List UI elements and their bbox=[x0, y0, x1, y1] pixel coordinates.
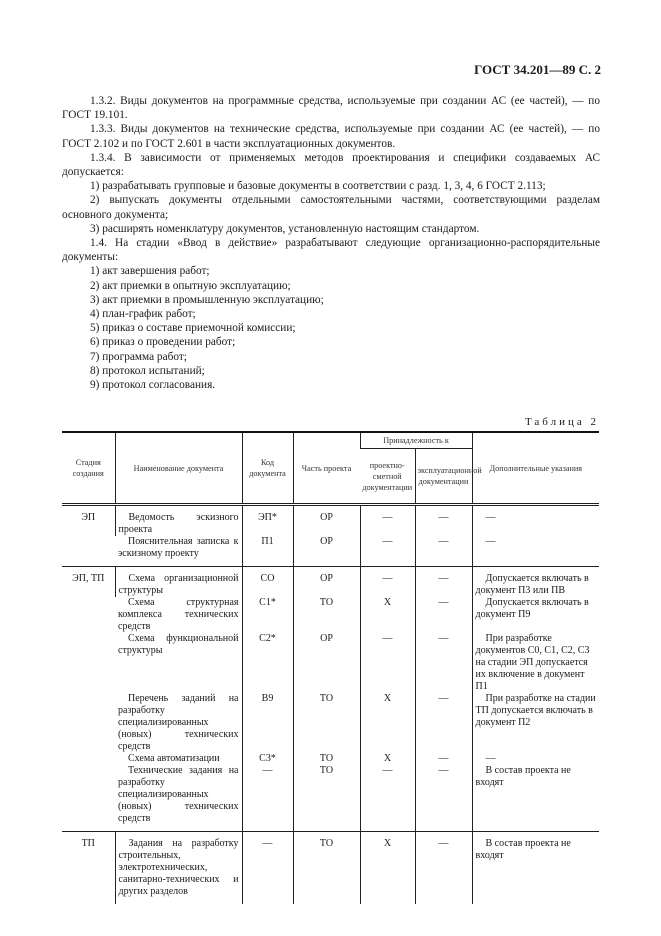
part-cell: ТО bbox=[293, 753, 360, 765]
expl-cell: — bbox=[415, 536, 472, 567]
proj-cell: Х bbox=[360, 832, 415, 905]
header-name: Наименование документа bbox=[115, 432, 242, 505]
note-cell: В состав проекта не входят bbox=[472, 765, 599, 832]
expl-cell: — bbox=[415, 765, 472, 832]
code-cell: С3* bbox=[242, 753, 293, 765]
code-cell: С2* bbox=[242, 633, 293, 693]
paragraph: 1.3.2. Виды документов на программные средства, используемые при создании АС (ее частей), — по ГОСТ 19.101. bbox=[62, 95, 600, 122]
table-row bbox=[62, 693, 599, 753]
expl-cell: — bbox=[415, 633, 472, 693]
name-cell: Технические задания на разработку специализированных (новых) технических средств bbox=[118, 765, 239, 824]
proj-cell: — bbox=[360, 536, 415, 567]
proj-cell: Х bbox=[360, 753, 415, 765]
note-cell: — bbox=[472, 505, 599, 537]
code-cell: — bbox=[242, 765, 293, 832]
note-cell: Допускается включать в документ П3 или ПВ bbox=[472, 567, 599, 598]
note-cell: Допускается включать в документ П9 bbox=[472, 597, 599, 633]
proj-cell: — bbox=[360, 765, 415, 832]
expl-cell: — bbox=[415, 693, 472, 753]
paragraph: 9) протокол согласования. bbox=[90, 379, 216, 392]
paragraph: 2) выпускать документы отдельными самостоятельными частями, соответствующими разделам основного документа; bbox=[62, 194, 600, 221]
proj-cell: — bbox=[360, 505, 415, 537]
name-cell: Схема структурная комплекса технических средств bbox=[118, 597, 239, 632]
name-cell: Задания на разработку строительных, электротехнических, санитарно-технических и других разделов bbox=[115, 832, 242, 905]
header-part: Часть проекта bbox=[293, 432, 360, 505]
header-stage: Стадия создания bbox=[62, 432, 115, 505]
table-caption: Таблица 2 bbox=[524, 416, 599, 428]
expl-cell: — bbox=[415, 753, 472, 765]
header-notes: Дополнительные указания bbox=[472, 432, 599, 505]
part-cell: ОР bbox=[293, 633, 360, 693]
paragraph: 5) приказ о составе приемочной комиссии; bbox=[90, 322, 296, 335]
name-cell: Схема автоматизации bbox=[128, 753, 220, 764]
paragraph: 3) расширять номенклатуру документов, установленную настоящим стандартом. bbox=[90, 222, 480, 235]
note-cell: В состав проекта не входят bbox=[472, 832, 599, 905]
name-cell: Схема функциональной структуры bbox=[118, 633, 239, 656]
stage-cell: ЭП bbox=[81, 512, 96, 523]
paragraph: 1) разрабатывать групповые и базовые документы в соответствии с разд. 1, 3, 4, 6 ГОСТ 2.113; bbox=[90, 180, 546, 193]
table-row bbox=[62, 753, 599, 765]
paragraph: 2) акт приемки в опытную эксплуатацию; bbox=[90, 279, 291, 292]
expl-cell: — bbox=[415, 567, 472, 598]
expl-cell: — bbox=[415, 597, 472, 633]
name-cell: Пояснительная записка к эскизному проекту bbox=[118, 536, 239, 559]
part-cell: ОР bbox=[293, 505, 360, 537]
code-cell: В9 bbox=[242, 693, 293, 753]
note-cell: При разработке документов С0, С1, С2, С3 на стадии ЭП допускается их включение в документ П1 bbox=[472, 633, 599, 693]
body-text bbox=[62, 94, 600, 392]
table-row bbox=[62, 505, 599, 537]
paragraph: 3) акт приемки в промышленную эксплуатацию; bbox=[90, 293, 324, 306]
part-cell: ОР bbox=[293, 567, 360, 598]
header-expl: эксплуатационной документации bbox=[415, 449, 472, 505]
header-proj: проектно-сметной документации bbox=[362, 460, 413, 492]
stage-cell: ЭП, ТП bbox=[62, 567, 115, 832]
proj-cell: Х bbox=[360, 597, 415, 633]
table-row bbox=[62, 633, 599, 693]
paragraph: 1.4. На стадии «Ввод в действие» разрабатывают следующие организационно-распорядительные документы: bbox=[62, 237, 600, 264]
proj-cell: Х bbox=[360, 693, 415, 753]
proj-cell: — bbox=[360, 567, 415, 598]
paragraph: 1.3.4. В зависимости от применяемых методов проектирования и специфики создаваемых АС допускается: bbox=[62, 151, 600, 179]
expl-cell: — bbox=[415, 832, 472, 905]
code-cell: С1* bbox=[242, 597, 293, 633]
part-cell: ТО bbox=[293, 765, 360, 832]
code-cell: П1 bbox=[242, 536, 293, 567]
part-cell: ОР bbox=[293, 536, 360, 567]
page-header: ГОСТ 34.201—89 С. 2 bbox=[474, 62, 601, 77]
paragraph: 1.3.3. Виды документов на технические средства, используемые при создании АС (ее частей), — по ГОСТ 2.102 и по ГОСТ 2.601 в части эксплуатационных документов. bbox=[62, 123, 600, 150]
header-belong: Принадлежность к bbox=[360, 432, 472, 449]
expl-cell: — bbox=[415, 505, 472, 537]
note-cell: При разработке на стадии ТП допускается включать в документ П2 bbox=[472, 693, 599, 753]
code-cell: — bbox=[242, 832, 293, 905]
paragraph: 7) программа работ; bbox=[90, 350, 187, 363]
table-row bbox=[62, 832, 599, 905]
table-row bbox=[62, 536, 599, 567]
note-cell: — bbox=[472, 753, 599, 765]
table-row bbox=[62, 567, 599, 598]
part-cell: ТО bbox=[293, 832, 360, 905]
paragraph: 6) приказ о проведении работ; bbox=[90, 336, 236, 349]
stage-cell: ТП bbox=[62, 832, 115, 905]
note-cell: — bbox=[472, 536, 599, 567]
paragraph: 8) протокол испытаний; bbox=[90, 364, 205, 377]
name-cell: Схема организационной структуры bbox=[115, 567, 242, 598]
header-code: Код документа bbox=[242, 432, 293, 505]
proj-cell: — bbox=[360, 633, 415, 693]
part-cell: ТО bbox=[293, 693, 360, 753]
code-cell: СО bbox=[242, 567, 293, 598]
paragraph: 1) акт завершения работ; bbox=[90, 265, 210, 278]
table-row bbox=[62, 597, 599, 633]
name-cell: Перечень заданий на разработку специализированных (новых) технических средств bbox=[118, 693, 239, 752]
name-cell: Ведомость эскизного проекта bbox=[115, 505, 242, 537]
part-cell: ТО bbox=[293, 597, 360, 633]
table-row bbox=[62, 765, 599, 832]
documents-table bbox=[62, 431, 599, 904]
paragraph: 4) план-график работ; bbox=[90, 308, 196, 321]
code-cell: ЭП* bbox=[242, 505, 293, 537]
